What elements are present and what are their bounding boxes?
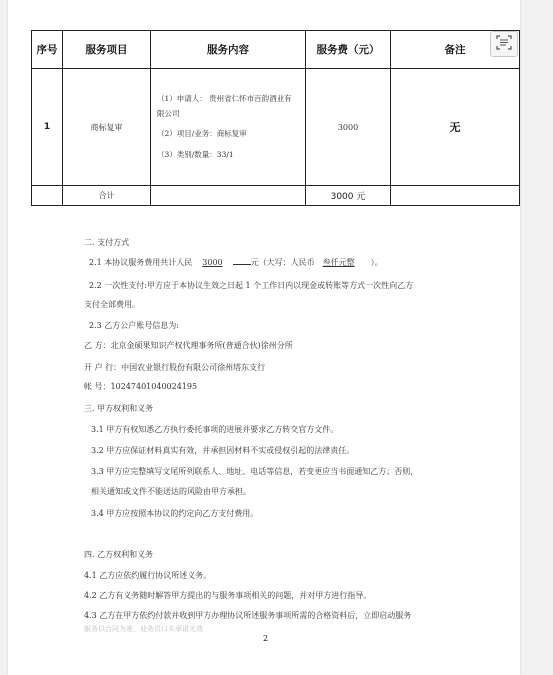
party-a-clause-3-4: 3.4 甲方应按照本协议的约定向乙方支付费用。: [91, 509, 259, 518]
total-empty-content: [151, 186, 306, 206]
col-header-fee: 服务费（元）: [306, 31, 391, 69]
total-amount: 3000 元: [306, 186, 391, 206]
payment-heading: 二. 支付方式: [84, 238, 130, 247]
total-empty-cell: [32, 186, 63, 206]
party-a-clause-3-2: 3.2 甲方应保证材料真实有效，并承担因材料不实或侵权引起的法律责任。: [91, 446, 355, 455]
payment-total-amount: 3000: [202, 258, 223, 267]
content-applicant: （1）申请人： 贵州省仁怀市百韵酒业有: [157, 94, 292, 103]
party-b-clause-4-3: 4.3 乙方在甲方依约付款并收到甲方办理协议所述服务事项所需的合格资料后，立即启动服务: [84, 611, 412, 620]
service-fee-table: [31, 30, 520, 206]
payment-clause-2-3: 2.3 乙方公户账号信息为:: [89, 321, 179, 330]
page-number: 2: [263, 634, 269, 643]
col-header-remark: 备注: [391, 31, 520, 69]
table-total-row: [32, 186, 520, 206]
party-a-clause-3-1: 3.1 甲方有权知悉乙方执行委托事项的进展并要求乙方转交官方文件。: [91, 425, 339, 434]
row-service-content: [151, 69, 306, 186]
account-number: 帐 号：10247401040024195: [84, 382, 198, 391]
table-row: [32, 69, 520, 186]
party-b-heading: 四. 乙方权利和义务: [84, 550, 154, 559]
row-service-item: 商标复审: [63, 69, 151, 186]
account-bank: 开 户 行：中国农业银行股份有限公司徐州塔东支行: [84, 363, 266, 372]
col-header-content: 服务内容: [151, 31, 306, 69]
content-project: （2）项目/业务：商标复审: [157, 129, 247, 138]
party-a-heading: 三. 甲方权利和义务: [84, 404, 154, 413]
payment-clause-2-2: 2.2 一次性支付:甲方应于本协议生效之日起 1 个工作日内以现金或转账等方式一次性向乙方: [89, 281, 414, 290]
footer-disclaimer: 服务以合同为准，业务员口头承诺无效: [84, 625, 203, 633]
row-service-fee: 3000: [306, 69, 391, 186]
payment-total-mid: 元（大写：人民币: [250, 258, 315, 267]
payment-clause-2-2-cont: 支付全部费用。: [84, 300, 140, 309]
account-name: 乙 方：北京金硕果知识产权代理事务所(普通合伙)徐州分所: [84, 341, 293, 350]
row-number: 1: [32, 69, 63, 186]
content-applicant-cont: 限公司: [157, 108, 180, 118]
table-header-row: [32, 31, 520, 69]
total-label: 合计: [63, 186, 151, 206]
payment-total-suffix: ）。: [370, 258, 383, 267]
party-a-clause-3-3: 3.3 甲方应完整填写文尾所列联系人、地址、电话等信息，若变更应当书面通知乙方；否则，: [91, 467, 419, 476]
party-b-clause-4-2: 4.2 乙方有义务随时解答甲方提出的与服务事项相关的问题，并对甲方进行指导。: [84, 591, 372, 600]
party-a-clause-3-3-cont: 相关通知或文件不能送达的风险由甲方承担。: [91, 487, 251, 496]
party-b-clause-4-1: 4.1 乙方应依约履行协议所述义务。: [84, 571, 212, 580]
col-header-no: 序号: [32, 31, 63, 69]
total-empty-remark: [391, 186, 520, 206]
payment-amount-words: 叁仟元整: [322, 258, 355, 267]
col-header-item: 服务项目: [63, 31, 151, 69]
row-remark: 无: [391, 69, 520, 186]
payment-clause-2-1: [89, 257, 383, 268]
payment-total-prefix: 2.1 本协议服务费用共计人民: [89, 258, 193, 267]
content-class: （3）类别/数量：33/1: [157, 149, 234, 159]
